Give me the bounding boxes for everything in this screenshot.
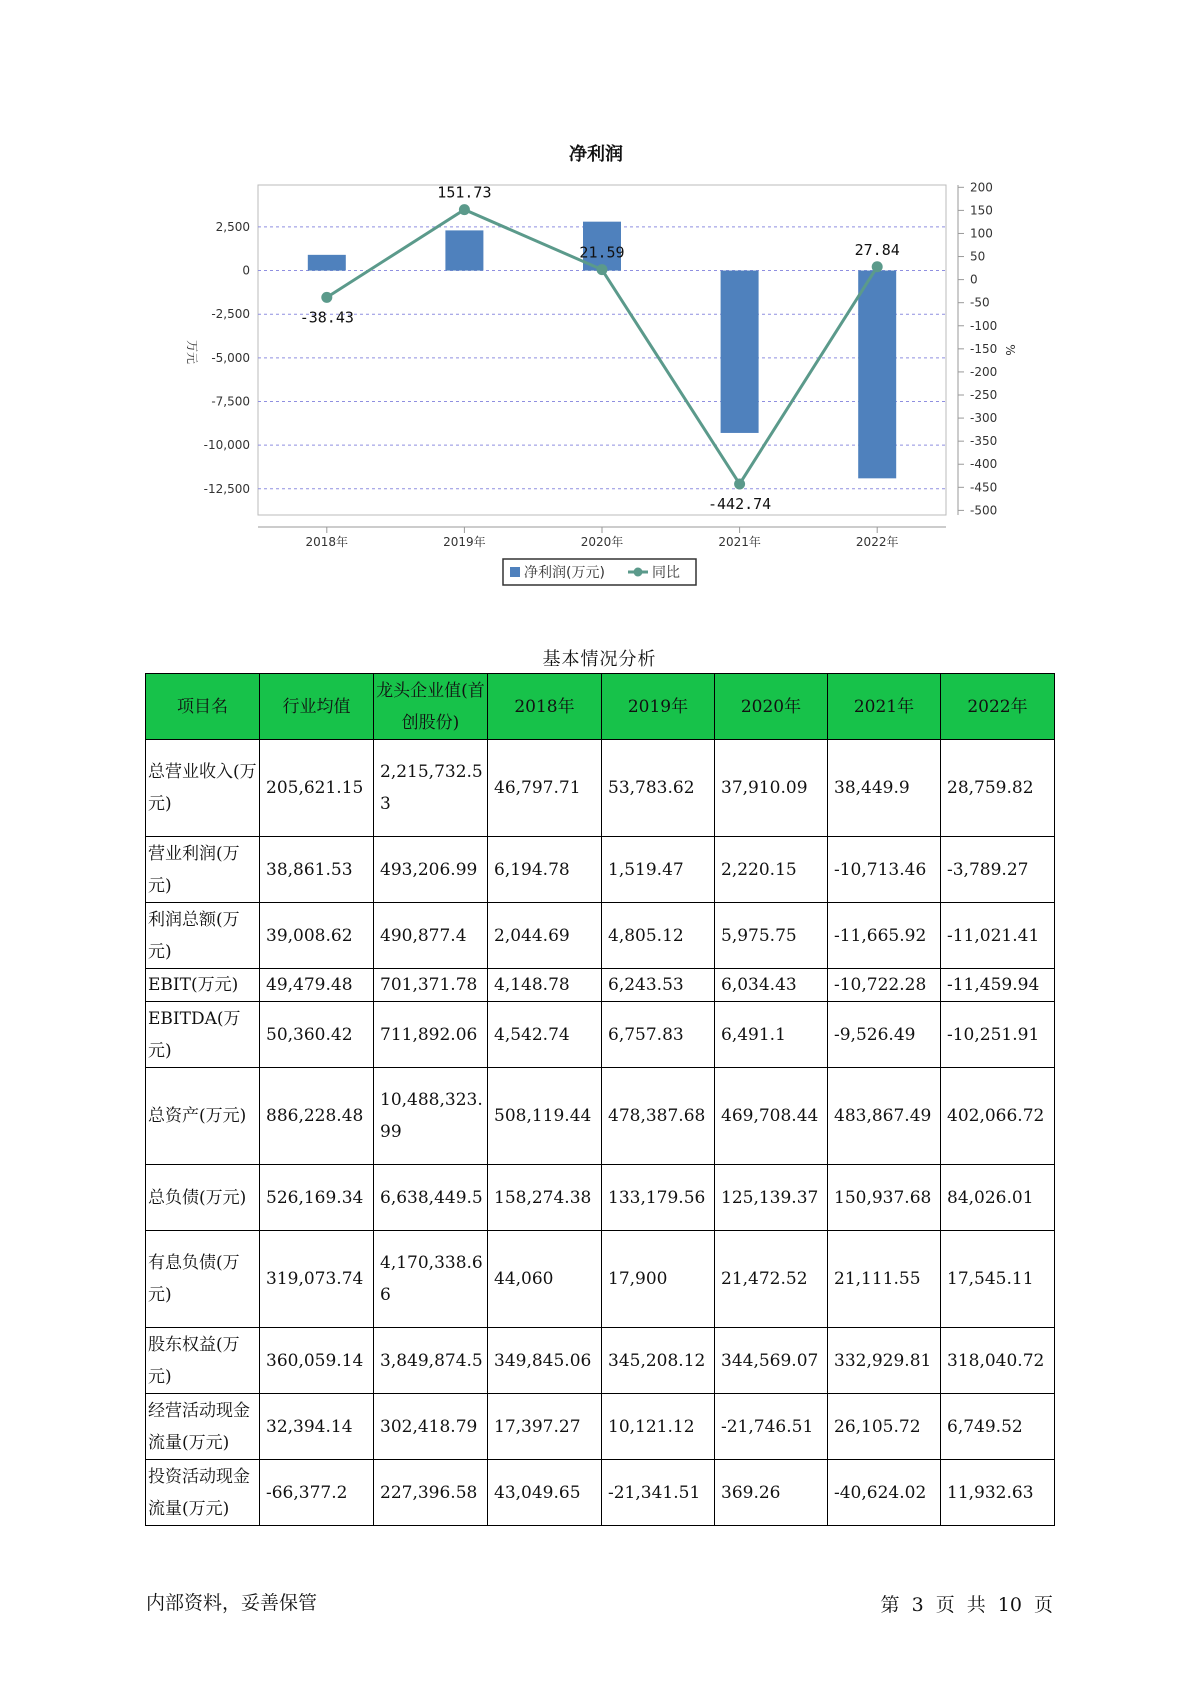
table-cell: 4,170,338.66 xyxy=(374,1231,488,1328)
left-tick-label: -7,500 xyxy=(211,394,250,409)
legend xyxy=(503,559,696,585)
right-tick-label: -300 xyxy=(970,411,998,426)
table-cell: 526,169.34 xyxy=(260,1165,374,1231)
table-cell: 493,206.99 xyxy=(374,837,488,903)
right-tick-label: -50 xyxy=(970,295,990,310)
table-cell: 4,542.74 xyxy=(488,1002,602,1068)
table-header-cell: 龙头企业值(首创股份) xyxy=(374,674,488,740)
table-cell: 10,488,323.99 xyxy=(374,1068,488,1165)
table-cell: 6,034.43 xyxy=(715,969,828,1002)
table-row xyxy=(146,1165,1055,1231)
right-axis-title: % xyxy=(1003,344,1017,356)
table-cell: 490,877.4 xyxy=(374,903,488,969)
table-cell: 53,783.62 xyxy=(602,740,715,837)
table-cell: 125,139.37 xyxy=(715,1165,828,1231)
table-header-cell: 2020年 xyxy=(715,674,828,740)
bar xyxy=(858,271,896,479)
table-cell: -10,722.28 xyxy=(828,969,941,1002)
row-label-cell: 总营业收入(万元) xyxy=(146,740,260,837)
row-label-cell: 总资产(万元) xyxy=(146,1068,260,1165)
right-tick-label: -250 xyxy=(970,388,998,402)
right-tick-label: -100 xyxy=(970,318,998,333)
table-header-cell: 项目名 xyxy=(146,674,260,740)
table-cell: 478,387.68 xyxy=(602,1068,715,1165)
table-row xyxy=(146,969,1055,1002)
table-cell: 43,049.65 xyxy=(488,1460,602,1526)
table-cell: 37,910.09 xyxy=(715,740,828,837)
table-cell: 349,845.06 xyxy=(488,1328,602,1394)
right-tick-label: -350 xyxy=(970,434,998,449)
table-cell: 483,867.49 xyxy=(828,1068,941,1165)
left-tick-label: -10,000 xyxy=(203,438,250,453)
table-cell: 11,932.63 xyxy=(941,1460,1055,1526)
table-cell: 17,545.11 xyxy=(941,1231,1055,1328)
table-row xyxy=(146,1460,1055,1526)
right-tick-label: -200 xyxy=(970,364,998,379)
line-point xyxy=(734,478,745,489)
bar xyxy=(445,230,483,270)
table-header-cell: 2022年 xyxy=(941,674,1055,740)
left-tick-label: -5,000 xyxy=(211,350,250,365)
table-cell: 158,274.38 xyxy=(488,1165,602,1231)
table-cell: 345,208.12 xyxy=(602,1328,715,1394)
row-label-cell: 经营活动现金流量(万元) xyxy=(146,1394,260,1460)
basic-analysis-table xyxy=(145,673,1055,1526)
table-cell: -66,377.2 xyxy=(260,1460,374,1526)
table-cell: 4,148.78 xyxy=(488,969,602,1002)
x-tick-label: 2019年 xyxy=(443,535,486,549)
table-cell: -11,021.41 xyxy=(941,903,1055,969)
table-cell: 2,044.69 xyxy=(488,903,602,969)
table-cell: 302,418.79 xyxy=(374,1394,488,1460)
table-cell: 39,008.62 xyxy=(260,903,374,969)
table-cell: 6,243.53 xyxy=(602,969,715,1002)
table-cell: 28,759.82 xyxy=(941,740,1055,837)
data-label: 151.73 xyxy=(437,183,492,202)
x-tick-label: 2022年 xyxy=(855,535,899,549)
table-caption: 基本情况分析 xyxy=(542,649,657,670)
table-cell: 3,849,874.5 xyxy=(374,1328,488,1394)
row-label-cell: 利润总额(万元) xyxy=(146,903,260,969)
table-cell: 2,215,732.53 xyxy=(374,740,488,837)
right-tick-label: 200 xyxy=(970,180,993,195)
row-label-cell: 有息负债(万元) xyxy=(146,1231,260,1328)
table-cell: 150,937.68 xyxy=(828,1165,941,1231)
table-row xyxy=(146,1231,1055,1328)
table-cell: 84,026.01 xyxy=(941,1165,1055,1231)
left-tick-label: -2,500 xyxy=(211,307,250,322)
table-cell: 2,220.15 xyxy=(715,837,828,903)
table-cell: 17,397.27 xyxy=(488,1394,602,1460)
table-cell: -9,526.49 xyxy=(828,1002,941,1068)
chart-title: 净利润 xyxy=(569,144,623,165)
footer-confidential-note: 内部资料，妥善保管 xyxy=(146,1592,318,1614)
table-cell: 344,569.07 xyxy=(715,1328,828,1394)
right-tick-label: 100 xyxy=(970,226,993,241)
table-cell: -10,251.91 xyxy=(941,1002,1055,1068)
table-cell: 227,396.58 xyxy=(374,1460,488,1526)
left-tick-label: 0 xyxy=(242,263,250,278)
table-cell: 711,892.06 xyxy=(374,1002,488,1068)
table-cell: -10,713.46 xyxy=(828,837,941,903)
table-cell: 38,861.53 xyxy=(260,837,374,903)
table-cell: 44,060 xyxy=(488,1231,602,1328)
right-tick-label: 50 xyxy=(970,249,986,264)
net-profit-chart xyxy=(0,0,1191,600)
x-tick-label: 2018年 xyxy=(305,535,349,549)
row-label-cell: EBIT(万元) xyxy=(146,969,260,1002)
table-header-cell: 行业均值 xyxy=(260,674,374,740)
left-axis-title: 万元 xyxy=(185,339,199,365)
table-header-cell: 2019年 xyxy=(602,674,715,740)
table-cell: 6,491.1 xyxy=(715,1002,828,1068)
table-cell: 319,073.74 xyxy=(260,1231,374,1328)
legend-line-label: 同比 xyxy=(652,565,680,581)
table-cell: 6,749.52 xyxy=(941,1394,1055,1460)
line-point xyxy=(872,261,883,272)
table-cell: 46,797.71 xyxy=(488,740,602,837)
table-cell: -21,746.51 xyxy=(715,1394,828,1460)
page-number: 第 3 页 共 10 页 xyxy=(880,1594,1053,1616)
table-cell: 360,059.14 xyxy=(260,1328,374,1394)
table-cell: -11,459.94 xyxy=(941,969,1055,1002)
table-cell: 701,371.78 xyxy=(374,969,488,1002)
data-label: 21.59 xyxy=(579,243,625,262)
table-row xyxy=(146,1394,1055,1460)
right-tick-label: 150 xyxy=(970,203,993,218)
table-cell: 6,757.83 xyxy=(602,1002,715,1068)
table-cell: 49,479.48 xyxy=(260,969,374,1002)
table-cell: -40,624.02 xyxy=(828,1460,941,1526)
table-cell: 4,805.12 xyxy=(602,903,715,969)
table-cell: 21,111.55 xyxy=(828,1231,941,1328)
table-row xyxy=(146,1068,1055,1165)
table-row xyxy=(146,837,1055,903)
legend-bar-swatch xyxy=(510,567,520,577)
table-header-cell: 2021年 xyxy=(828,674,941,740)
table-cell: -21,341.51 xyxy=(602,1460,715,1526)
row-label-cell: 投资活动现金流量(万元) xyxy=(146,1460,260,1526)
legend-bar-label: 净利润(万元) xyxy=(524,565,605,581)
table-cell: 886,228.48 xyxy=(260,1068,374,1165)
table-cell: 21,472.52 xyxy=(715,1231,828,1328)
right-tick-label: -450 xyxy=(970,480,998,495)
x-tick-label: 2021年 xyxy=(718,535,761,549)
table-cell: 50,360.42 xyxy=(260,1002,374,1068)
table-cell: 10,121.12 xyxy=(602,1394,715,1460)
left-tick-label: 2,500 xyxy=(215,219,250,234)
table-cell: 32,394.14 xyxy=(260,1394,374,1460)
table-header-cell: 2018年 xyxy=(488,674,602,740)
table-row xyxy=(146,1328,1055,1394)
line-point xyxy=(459,204,470,215)
bar xyxy=(308,255,346,271)
x-axis xyxy=(306,527,899,549)
table-cell: 469,708.44 xyxy=(715,1068,828,1165)
legend-line-marker xyxy=(634,568,643,577)
row-label-cell: 总负债(万元) xyxy=(146,1165,260,1231)
right-tick-label: -400 xyxy=(970,457,998,472)
row-label-cell: EBITDA(万元) xyxy=(146,1002,260,1068)
table-cell: 5,975.75 xyxy=(715,903,828,969)
table-cell: 402,066.72 xyxy=(941,1068,1055,1165)
line-point xyxy=(597,264,608,275)
row-label-cell: 股东权益(万元) xyxy=(146,1328,260,1394)
table-cell: 1,519.47 xyxy=(602,837,715,903)
table-cell: 38,449.9 xyxy=(828,740,941,837)
right-tick-label: 0 xyxy=(970,272,978,287)
right-tick-label: -150 xyxy=(970,341,998,356)
data-label: 27.84 xyxy=(854,240,900,259)
x-tick-label: 2020年 xyxy=(580,535,624,549)
table-row xyxy=(146,740,1055,837)
table-cell: 318,040.72 xyxy=(941,1328,1055,1394)
row-label-cell: 营业利润(万元) xyxy=(146,837,260,903)
table-row xyxy=(146,1002,1055,1068)
table-cell: 6,638,449.5 xyxy=(374,1165,488,1231)
left-tick-label: -12,500 xyxy=(203,481,250,496)
table-cell: 17,900 xyxy=(602,1231,715,1328)
data-label: -38.43 xyxy=(299,308,354,327)
bar xyxy=(721,271,759,433)
table-cell: 508,119.44 xyxy=(488,1068,602,1165)
line-point xyxy=(321,292,332,303)
table-cell: 205,621.15 xyxy=(260,740,374,837)
table-row xyxy=(146,903,1055,969)
table-cell: -3,789.27 xyxy=(941,837,1055,903)
table-cell: 26,105.72 xyxy=(828,1394,941,1460)
left-axis xyxy=(204,220,250,496)
data-label: -442.74 xyxy=(707,494,772,513)
right-axis xyxy=(958,180,997,517)
right-tick-label: -500 xyxy=(970,503,998,518)
table-header-row xyxy=(146,674,1055,740)
table-cell: 133,179.56 xyxy=(602,1165,715,1231)
table-cell: 6,194.78 xyxy=(488,837,602,903)
table-cell: 332,929.81 xyxy=(828,1328,941,1394)
table-cell: -11,665.92 xyxy=(828,903,941,969)
table-cell: 369.26 xyxy=(715,1460,828,1526)
